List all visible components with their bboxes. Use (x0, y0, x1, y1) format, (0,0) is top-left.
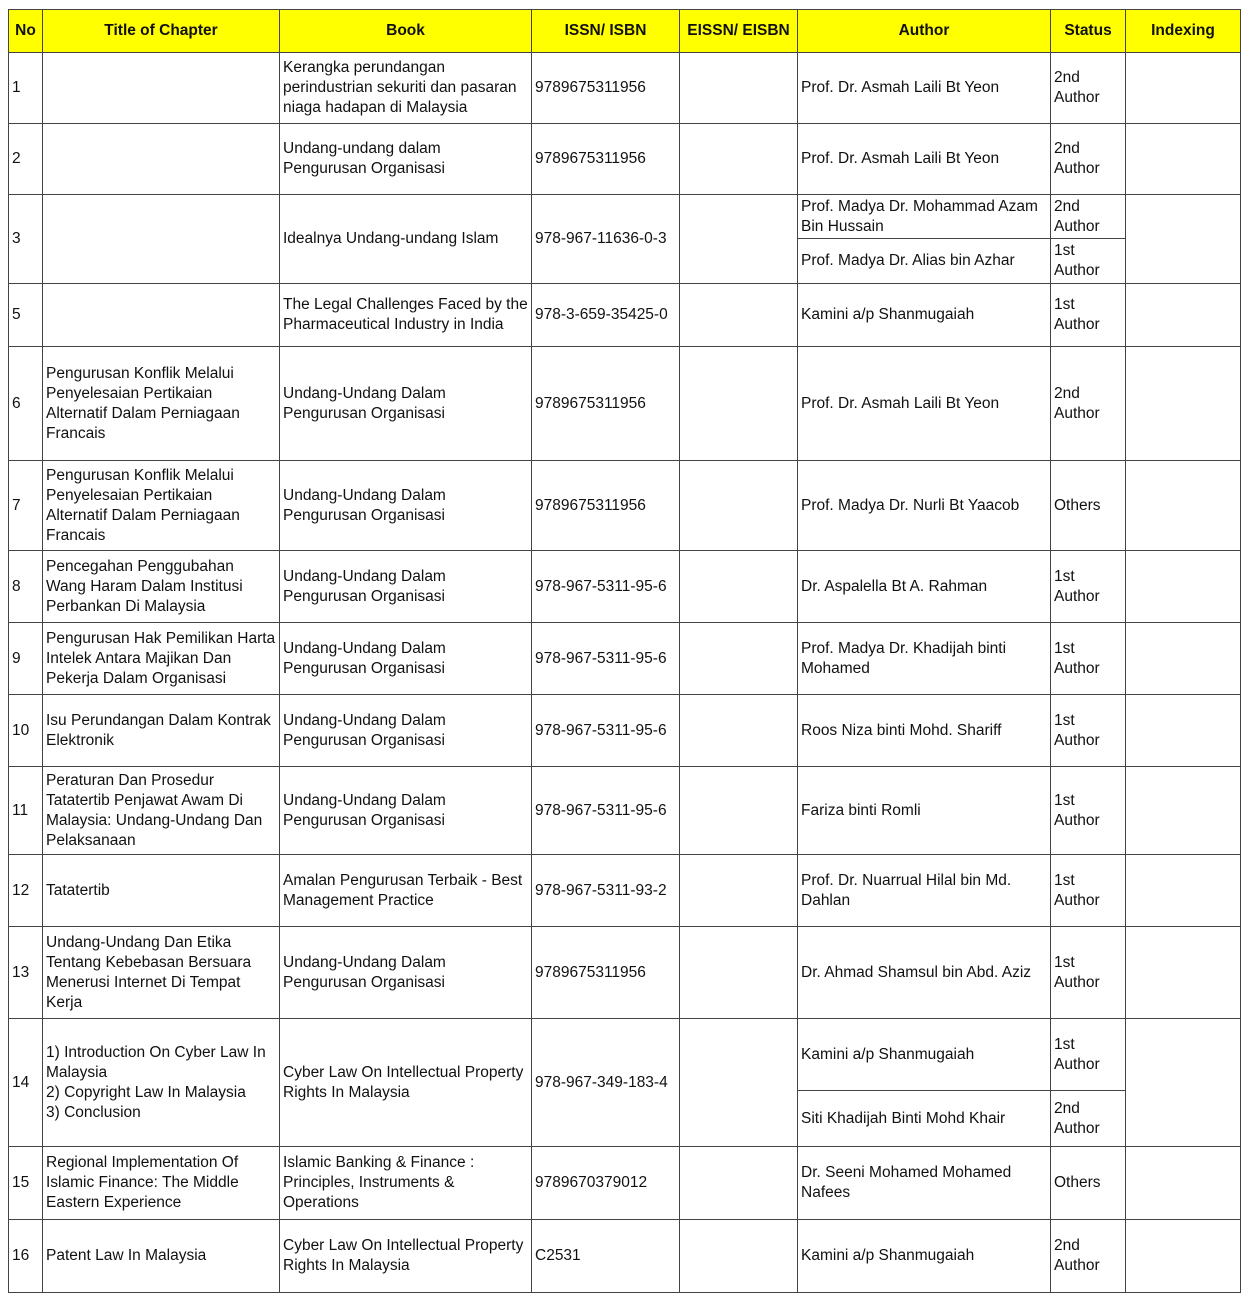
indexing-value (1126, 347, 1241, 461)
author-status: Others (1051, 461, 1126, 551)
eisbn-value (680, 927, 798, 1019)
row-number: 16 (9, 1220, 43, 1293)
chapter-title: Isu Perundangan Dalam Kontrak Elektronik (43, 695, 280, 767)
table-row (9, 551, 1241, 623)
author-name: Prof. Dr. Nuarrual Hilal bin Md. Dahlan (798, 855, 1051, 927)
indexing-value (1126, 1019, 1241, 1147)
author-status: 1st Author (1051, 239, 1126, 284)
row-number: 2 (9, 124, 43, 195)
indexing-value (1126, 195, 1241, 284)
isbn-value: 978-967-349-183-4 (532, 1019, 680, 1147)
author-status: 1st Author (1051, 1019, 1126, 1091)
header-author: Author (798, 10, 1051, 53)
eisbn-value (680, 623, 798, 695)
book-title: Undang-Undang Dalam Pengurusan Organisasi (280, 551, 532, 623)
row-number: 13 (9, 927, 43, 1019)
isbn-value: 9789675311956 (532, 124, 680, 195)
author-name: Prof. Dr. Asmah Laili Bt Yeon (798, 53, 1051, 124)
author-name: Roos Niza binti Mohd. Shariff (798, 695, 1051, 767)
indexing-value (1126, 284, 1241, 347)
author-status: 2nd Author (1051, 1220, 1126, 1293)
table-row (9, 623, 1241, 695)
chapter-title: Undang-Undang Dan Etika Tentang Kebebasan Bersuara Menerusi Internet Di Tempat Kerja (43, 927, 280, 1019)
table-row (9, 195, 1241, 239)
book-title: Undang-Undang Dalam Pengurusan Organisasi (280, 461, 532, 551)
table-row (9, 1220, 1241, 1293)
book-title: Amalan Pengurusan Terbaik - Best Management Practice (280, 855, 532, 927)
table-row (9, 461, 1241, 551)
row-number: 3 (9, 195, 43, 284)
indexing-value (1126, 767, 1241, 855)
author-status: 2nd Author (1051, 195, 1126, 239)
isbn-value: 9789675311956 (532, 347, 680, 461)
table-row (9, 124, 1241, 195)
table-row (9, 1019, 1241, 1091)
author-status: 2nd Author (1051, 347, 1126, 461)
eisbn-value (680, 53, 798, 124)
chapter-title: 1) Introduction On Cyber Law In Malaysia 2) Copyright Law In Malaysia 3) Conclusion (43, 1019, 280, 1147)
book-title: Kerangka perundangan perindustrian sekuriti dan pasaran niaga hadapan di Malaysia (280, 53, 532, 124)
author-status: 2nd Author (1051, 124, 1126, 195)
row-number: 15 (9, 1147, 43, 1220)
book-title: Undang-Undang Dalam Pengurusan Organisasi (280, 347, 532, 461)
chapter-title (43, 124, 280, 195)
author-status: 1st Author (1051, 695, 1126, 767)
header-no: No (9, 10, 43, 53)
table-row (9, 1147, 1241, 1220)
chapter-title: Pengurusan Konflik Melalui Penyelesaian Pertikaian Alternatif Dalam Perniagaan Francais (43, 347, 280, 461)
eisbn-value (680, 124, 798, 195)
eisbn-value (680, 1220, 798, 1293)
isbn-value: 9789675311956 (532, 927, 680, 1019)
row-number: 1 (9, 53, 43, 124)
row-number: 11 (9, 767, 43, 855)
author-name: Dr. Aspalella Bt A. Rahman (798, 551, 1051, 623)
eisbn-value (680, 767, 798, 855)
eisbn-value (680, 195, 798, 284)
author-name: Dr. Ahmad Shamsul bin Abd. Aziz (798, 927, 1051, 1019)
chapter-title (43, 195, 280, 284)
isbn-value: 9789675311956 (532, 461, 680, 551)
chapter-title (43, 284, 280, 347)
header-title-of-chapter: Title of Chapter (43, 10, 280, 53)
chapter-title: Pencegahan Penggubahan Wang Haram Dalam Institusi Perbankan Di Malaysia (43, 551, 280, 623)
table-row (9, 284, 1241, 347)
eisbn-value (680, 1147, 798, 1220)
header-indexing: Indexing (1126, 10, 1241, 53)
author-name: Dr. Seeni Mohamed Mohamed Nafees (798, 1147, 1051, 1220)
table-row (9, 347, 1241, 461)
row-number: 10 (9, 695, 43, 767)
isbn-value: 978-967-5311-93-2 (532, 855, 680, 927)
author-name: Prof. Madya Dr. Nurli Bt Yaacob (798, 461, 1051, 551)
eisbn-value (680, 551, 798, 623)
chapter-title (43, 53, 280, 124)
book-title: Undang-Undang Dalam Pengurusan Organisasi (280, 927, 532, 1019)
indexing-value (1126, 855, 1241, 927)
chapter-title: Regional Implementation Of Islamic Finance: The Middle Eastern Experience (43, 1147, 280, 1220)
indexing-value (1126, 124, 1241, 195)
indexing-value (1126, 695, 1241, 767)
row-number: 8 (9, 551, 43, 623)
indexing-value (1126, 623, 1241, 695)
book-title: Undang-undang dalam Pengurusan Organisasi (280, 124, 532, 195)
isbn-value: 9789675311956 (532, 53, 680, 124)
row-number: 5 (9, 284, 43, 347)
isbn-value: 978-967-11636-0-3 (532, 195, 680, 284)
author-status: 2nd Author (1051, 53, 1126, 124)
table-row (9, 695, 1241, 767)
author-name: Kamini a/p Shanmugaiah (798, 1019, 1051, 1091)
eisbn-value (680, 855, 798, 927)
book-title: Cyber Law On Intellectual Property Rights In Malaysia (280, 1220, 532, 1293)
row-number: 6 (9, 347, 43, 461)
row-number: 12 (9, 855, 43, 927)
chapter-title: Pengurusan Konflik Melalui Penyelesaian Pertikaian Alternatif Dalam Perniagaan Francais (43, 461, 280, 551)
chapter-title: Patent Law In Malaysia (43, 1220, 280, 1293)
indexing-value (1126, 551, 1241, 623)
book-title: Undang-Undang Dalam Pengurusan Organisasi (280, 695, 532, 767)
author-status: 1st Author (1051, 855, 1126, 927)
isbn-value: 978-967-5311-95-6 (532, 767, 680, 855)
indexing-value (1126, 1220, 1241, 1293)
eisbn-value (680, 347, 798, 461)
row-number: 14 (9, 1019, 43, 1147)
header-eissn-eisbn: EISSN/ EISBN (680, 10, 798, 53)
book-title: Undang-Undang Dalam Pengurusan Organisasi (280, 767, 532, 855)
book-title: Idealnya Undang-undang Islam (280, 195, 532, 284)
indexing-value (1126, 1147, 1241, 1220)
header-row (9, 10, 1241, 53)
table-row (9, 53, 1241, 124)
eisbn-value (680, 1019, 798, 1147)
author-name: Kamini a/p Shanmugaiah (798, 1220, 1051, 1293)
chapter-title: Tatatertib (43, 855, 280, 927)
row-number: 9 (9, 623, 43, 695)
header-status: Status (1051, 10, 1126, 53)
header-issn-isbn: ISSN/ ISBN (532, 10, 680, 53)
author-name: Prof. Dr. Asmah Laili Bt Yeon (798, 124, 1051, 195)
isbn-value: 978-3-659-35425-0 (532, 284, 680, 347)
eisbn-value (680, 695, 798, 767)
isbn-value: 978-967-5311-95-6 (532, 623, 680, 695)
table-row (9, 855, 1241, 927)
author-status: 1st Author (1051, 623, 1126, 695)
author-name: Kamini a/p Shanmugaiah (798, 284, 1051, 347)
author-status: 1st Author (1051, 767, 1126, 855)
isbn-value: 978-967-5311-95-6 (532, 551, 680, 623)
author-status: Others (1051, 1147, 1126, 1220)
table-row (9, 767, 1241, 855)
indexing-value (1126, 53, 1241, 124)
indexing-value (1126, 927, 1241, 1019)
author-status: 2nd Author (1051, 1091, 1126, 1147)
eisbn-value (680, 461, 798, 551)
isbn-value: C2531 (532, 1220, 680, 1293)
book-title: Cyber Law On Intellectual Property Rights In Malaysia (280, 1019, 532, 1147)
author-status: 1st Author (1051, 551, 1126, 623)
author-name: Prof. Dr. Asmah Laili Bt Yeon (798, 347, 1051, 461)
table-row (9, 927, 1241, 1019)
chapters-table (8, 9, 1241, 1293)
isbn-value: 978-967-5311-95-6 (532, 695, 680, 767)
row-number: 7 (9, 461, 43, 551)
author-name: Siti Khadijah Binti Mohd Khair (798, 1091, 1051, 1147)
author-name: Fariza binti Romli (798, 767, 1051, 855)
isbn-value: 9789670379012 (532, 1147, 680, 1220)
author-name: Prof. Madya Dr. Alias bin Azhar (798, 239, 1051, 284)
chapter-title: Pengurusan Hak Pemilikan Harta Intelek Antara Majikan Dan Pekerja Dalam Organisasi (43, 623, 280, 695)
book-title: Undang-Undang Dalam Pengurusan Organisasi (280, 623, 532, 695)
book-title: Islamic Banking & Finance : Principles, Instruments & Operations (280, 1147, 532, 1220)
header-book: Book (280, 10, 532, 53)
book-title: The Legal Challenges Faced by the Pharmaceutical Industry in India (280, 284, 532, 347)
chapter-title: Peraturan Dan Prosedur Tatatertib Penjawat Awam Di Malaysia: Undang-Undang Dan Pelaksanaan (43, 767, 280, 855)
author-status: 1st Author (1051, 927, 1126, 1019)
author-name: Prof. Madya Dr. Mohammad Azam Bin Hussain (798, 195, 1051, 239)
author-name: Prof. Madya Dr. Khadijah binti Mohamed (798, 623, 1051, 695)
indexing-value (1126, 461, 1241, 551)
eisbn-value (680, 284, 798, 347)
author-status: 1st Author (1051, 284, 1126, 347)
